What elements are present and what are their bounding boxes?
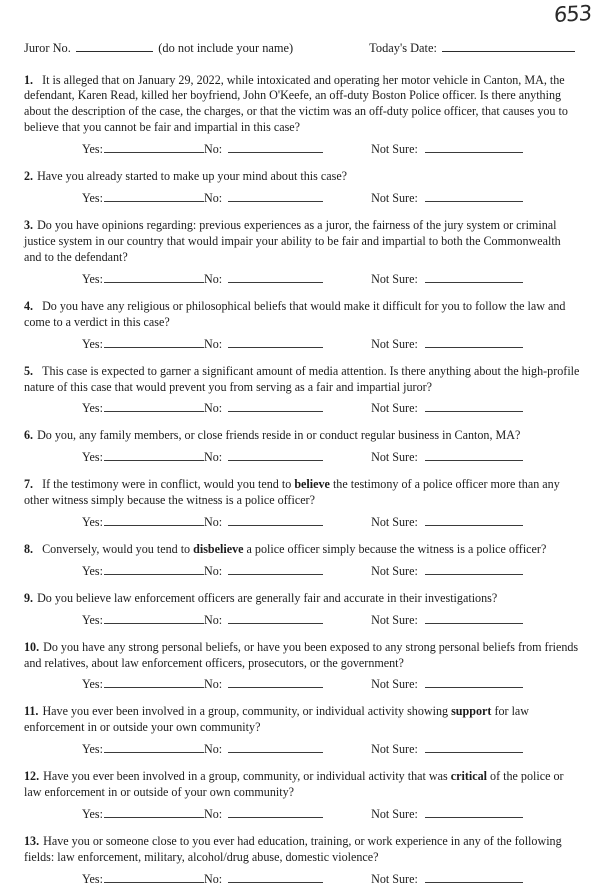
question-block (24, 169, 580, 206)
question-body: for law enforcement in or outside your own community? (24, 704, 530, 735)
emphasis-term: critical (450, 769, 488, 784)
answer-option (371, 141, 523, 157)
answer-not-sure-input[interactable] (425, 612, 523, 624)
question-text (24, 364, 580, 396)
question-body: Conversely, would you tend to (42, 541, 194, 556)
question-body: Do you have any strong personal beliefs, or have you been exposed to any strong personal beliefs from friends and relatives, about law enforcement officers, prosecutors, or the government? (24, 639, 579, 670)
question-number: 12. (24, 769, 40, 784)
question-block (24, 218, 580, 287)
answer-option (82, 612, 204, 628)
answer-option (204, 741, 323, 757)
form-content (24, 40, 580, 887)
answer-yes-input[interactable] (104, 741, 204, 753)
todays-date-input[interactable] (442, 40, 575, 52)
answer-yes-input[interactable] (104, 400, 204, 412)
answer-no-label: No: (203, 742, 223, 757)
question-block (24, 591, 580, 628)
answer-no-input[interactable] (228, 563, 323, 575)
answer-option (371, 514, 523, 530)
question-number: 4. (24, 298, 34, 313)
answer-no-label: No: (203, 450, 223, 465)
answer-yes-input[interactable] (104, 563, 204, 575)
answer-row (24, 190, 580, 206)
answer-yes-input[interactable] (104, 871, 204, 883)
question-body: If the testimony were in conflict, would you tend to (42, 477, 295, 492)
answer-yes-label: Yes: (82, 677, 103, 692)
answer-not-sure-label: Not Sure: (371, 871, 418, 886)
question-text (24, 704, 580, 736)
answer-option (82, 190, 204, 206)
answer-yes-label: Yes: (82, 401, 103, 416)
answer-no-input[interactable] (228, 190, 323, 202)
answer-row (24, 741, 580, 757)
answer-option (371, 336, 523, 352)
answer-option (82, 400, 204, 416)
answer-not-sure-label: Not Sure: (371, 450, 418, 465)
question-body: a police officer simply because the witness is a police officer? (243, 541, 547, 556)
question-body: Do you have any religious or philosophical beliefs that would make it difficult for you to follow the law and come to a verdict in this case? (24, 298, 566, 329)
answer-option (82, 514, 204, 530)
answer-no-input[interactable] (228, 400, 323, 412)
answer-yes-input[interactable] (104, 141, 204, 153)
question-text (24, 542, 580, 558)
question-block (24, 364, 580, 417)
question-body: Have you or someone close to you ever had education, training, or work experience in any of the following fields: law enforcement, military, alcohol/drug abuse, domestic violence? (24, 833, 562, 864)
question-text (24, 640, 580, 672)
answer-option (82, 677, 204, 693)
answer-no-input[interactable] (228, 336, 323, 348)
answer-no-label: No: (203, 271, 223, 286)
answer-option (371, 400, 523, 416)
answer-not-sure-input[interactable] (425, 271, 523, 283)
answer-yes-label: Yes: (82, 336, 103, 351)
answer-yes-label: Yes: (82, 271, 103, 286)
question-block (24, 73, 580, 158)
juror-name-note: (do not include your name) (158, 40, 294, 55)
answer-option (204, 612, 323, 628)
answer-yes-label: Yes: (82, 142, 103, 157)
answer-not-sure-input[interactable] (425, 336, 523, 348)
answer-no-input[interactable] (228, 612, 323, 624)
answer-no-input[interactable] (228, 677, 323, 689)
question-number: 10. (24, 639, 40, 654)
answer-no-label: No: (203, 514, 223, 529)
answer-no-label: No: (203, 191, 223, 206)
answer-not-sure-label: Not Sure: (371, 271, 418, 286)
answer-option (82, 806, 204, 822)
answer-no-input[interactable] (228, 141, 323, 153)
question-body: It is alleged that on January 29, 2022, while intoxicated and operating her motor vehicle in Canton, MA, the defendant, Karen Read, killed her boyfriend, John O'Keefe, an off-duty Boston Police officer. Is there anything about the description of the case, the charges, or that the victim was an off-duty police officer, that causes you to believe that you cannot be fair and impartial in this case? (24, 72, 568, 135)
answer-not-sure-input[interactable] (425, 449, 523, 461)
question-number: 1. (24, 72, 34, 87)
question-number: 5. (24, 363, 34, 378)
answer-no-label: No: (203, 612, 223, 627)
emphasis-term: support (451, 704, 492, 719)
question-body: This case is expected to garner a significant amount of media attention. Is there anything about the high-profile nature of this case that would prevent you from serving as a fair and impartial juror? (24, 363, 580, 394)
emphasis-term: believe (294, 477, 330, 492)
answer-no-label: No: (203, 806, 223, 821)
answer-option (204, 271, 323, 287)
answer-yes-input[interactable] (104, 271, 204, 283)
question-text (24, 299, 580, 331)
question-block (24, 769, 580, 822)
answer-not-sure-input[interactable] (425, 871, 523, 883)
answer-not-sure-input[interactable] (425, 514, 523, 526)
answer-row (24, 871, 580, 887)
answer-row (24, 514, 580, 530)
answer-not-sure-label: Not Sure: (371, 563, 418, 578)
question-number: 2. (24, 169, 34, 184)
question-number: 9. (24, 590, 34, 605)
answer-option (82, 271, 204, 287)
answer-option (204, 400, 323, 416)
answer-no-input[interactable] (228, 271, 323, 283)
page-stamp-number: 653 (553, 0, 592, 28)
answer-yes-input[interactable] (104, 514, 204, 526)
juror-number-input[interactable] (76, 40, 153, 52)
answer-yes-label: Yes: (82, 563, 103, 578)
question-body: Have you ever been involved in a group, community, or individual activity showing (42, 704, 452, 719)
answer-option (204, 677, 323, 693)
answer-row (24, 449, 580, 465)
answer-no-label: No: (203, 336, 223, 351)
answer-not-sure-label: Not Sure: (371, 142, 418, 157)
answer-yes-label: Yes: (82, 806, 103, 821)
answer-yes-input[interactable] (104, 806, 204, 818)
question-block (24, 640, 580, 693)
answer-not-sure-label: Not Sure: (371, 336, 418, 351)
answer-option (204, 141, 323, 157)
question-number: 8. (24, 541, 34, 556)
question-block (24, 428, 580, 465)
question-text (24, 834, 580, 866)
answer-no-label: No: (203, 401, 223, 416)
answer-option (371, 677, 523, 693)
answer-no-input[interactable] (228, 741, 323, 753)
answer-option (371, 271, 523, 287)
question-text (24, 169, 580, 185)
answer-not-sure-input[interactable] (425, 400, 523, 412)
answer-yes-input[interactable] (104, 336, 204, 348)
question-body: Have you ever been involved in a group, community, or individual activity that was (43, 769, 451, 784)
answer-option (204, 871, 323, 887)
answer-row (24, 271, 580, 287)
answer-option (82, 449, 204, 465)
emphasis-term: disbelieve (193, 541, 244, 556)
question-block (24, 834, 580, 887)
answer-row (24, 806, 580, 822)
answer-row (24, 612, 580, 628)
answer-no-input[interactable] (228, 514, 323, 526)
answer-not-sure-input[interactable] (425, 806, 523, 818)
answer-option (371, 741, 523, 757)
answer-not-sure-input[interactable] (425, 741, 523, 753)
answer-not-sure-label: Not Sure: (371, 677, 418, 692)
question-body: of the police or law enforcement in or outside of your own community? (24, 769, 564, 800)
answer-yes-label: Yes: (82, 191, 103, 206)
question-body: Do you believe law enforcement officers are generally fair and accurate in their investigations? (37, 590, 498, 605)
answer-no-label: No: (203, 142, 223, 157)
question-body: Have you already started to make up your mind about this case? (37, 169, 348, 184)
answer-yes-input[interactable] (104, 612, 204, 624)
answer-yes-label: Yes: (82, 742, 103, 757)
answer-option (371, 190, 523, 206)
question-number: 7. (24, 477, 34, 492)
answer-not-sure-label: Not Sure: (371, 612, 418, 627)
answer-option (204, 806, 323, 822)
answer-option (371, 806, 523, 822)
answer-yes-input[interactable] (104, 677, 204, 689)
answer-option (371, 871, 523, 887)
question-body: Do you, any family members, or close friends reside in or conduct regular business in Canton, MA? (37, 428, 521, 443)
question-text (24, 73, 580, 137)
answer-not-sure-label: Not Sure: (371, 401, 418, 416)
answer-not-sure-input[interactable] (425, 677, 523, 689)
todays-date-label: Today's Date: (369, 40, 437, 55)
answer-no-label: No: (203, 677, 223, 692)
answer-yes-label: Yes: (82, 871, 103, 886)
question-block (24, 704, 580, 757)
answer-row (24, 336, 580, 352)
answer-no-label: No: (203, 563, 223, 578)
question-block (24, 477, 580, 530)
question-text (24, 428, 580, 444)
answer-option (82, 871, 204, 887)
juror-number-label: Juror No. (24, 40, 71, 55)
question-block (24, 542, 580, 579)
answer-not-sure-label: Not Sure: (371, 191, 418, 206)
question-number: 11. (24, 704, 39, 719)
answer-option (82, 741, 204, 757)
answer-option (204, 336, 323, 352)
answer-option (204, 563, 323, 579)
question-number: 3. (24, 218, 34, 233)
answer-yes-label: Yes: (82, 450, 103, 465)
question-number: 13. (24, 833, 40, 848)
answer-row (24, 400, 580, 416)
question-text (24, 591, 580, 607)
answer-option (371, 449, 523, 465)
question-text (24, 769, 580, 801)
question-body: Do you have opinions regarding: previous experiences as a juror, the fairness of the jury system or criminal justice system in our country that would impair your ability to be fair and impartial to both the Commonwealth and to the defendant? (24, 218, 561, 264)
answer-no-input[interactable] (228, 871, 323, 883)
answer-option (82, 141, 204, 157)
question-text (24, 218, 580, 266)
answer-yes-label: Yes: (82, 514, 103, 529)
answer-not-sure-label: Not Sure: (371, 742, 418, 757)
answer-option (371, 612, 523, 628)
answer-option (204, 190, 323, 206)
question-body: the testimony of a police officer more than any other witness simply because the witness is a police officer? (24, 477, 560, 508)
answer-row (24, 677, 580, 693)
answer-no-input[interactable] (228, 806, 323, 818)
form-header-row (24, 40, 580, 56)
answer-no-input[interactable] (228, 449, 323, 461)
answer-not-sure-label: Not Sure: (371, 806, 418, 821)
question-number: 6. (24, 428, 34, 443)
answer-option (371, 563, 523, 579)
question-text (24, 477, 580, 509)
answer-yes-label: Yes: (82, 612, 103, 627)
answer-option (204, 449, 323, 465)
answer-no-label: No: (203, 871, 223, 886)
answer-row (24, 563, 580, 579)
answer-not-sure-input[interactable] (425, 563, 523, 575)
answer-option (82, 336, 204, 352)
answer-yes-input[interactable] (104, 190, 204, 202)
question-block (24, 299, 580, 352)
answer-row (24, 141, 580, 157)
questions-list (24, 73, 580, 887)
answer-not-sure-input[interactable] (425, 141, 523, 153)
answer-option (204, 514, 323, 530)
answer-yes-input[interactable] (104, 449, 204, 461)
answer-option (82, 563, 204, 579)
answer-not-sure-label: Not Sure: (371, 514, 418, 529)
answer-not-sure-input[interactable] (425, 190, 523, 202)
